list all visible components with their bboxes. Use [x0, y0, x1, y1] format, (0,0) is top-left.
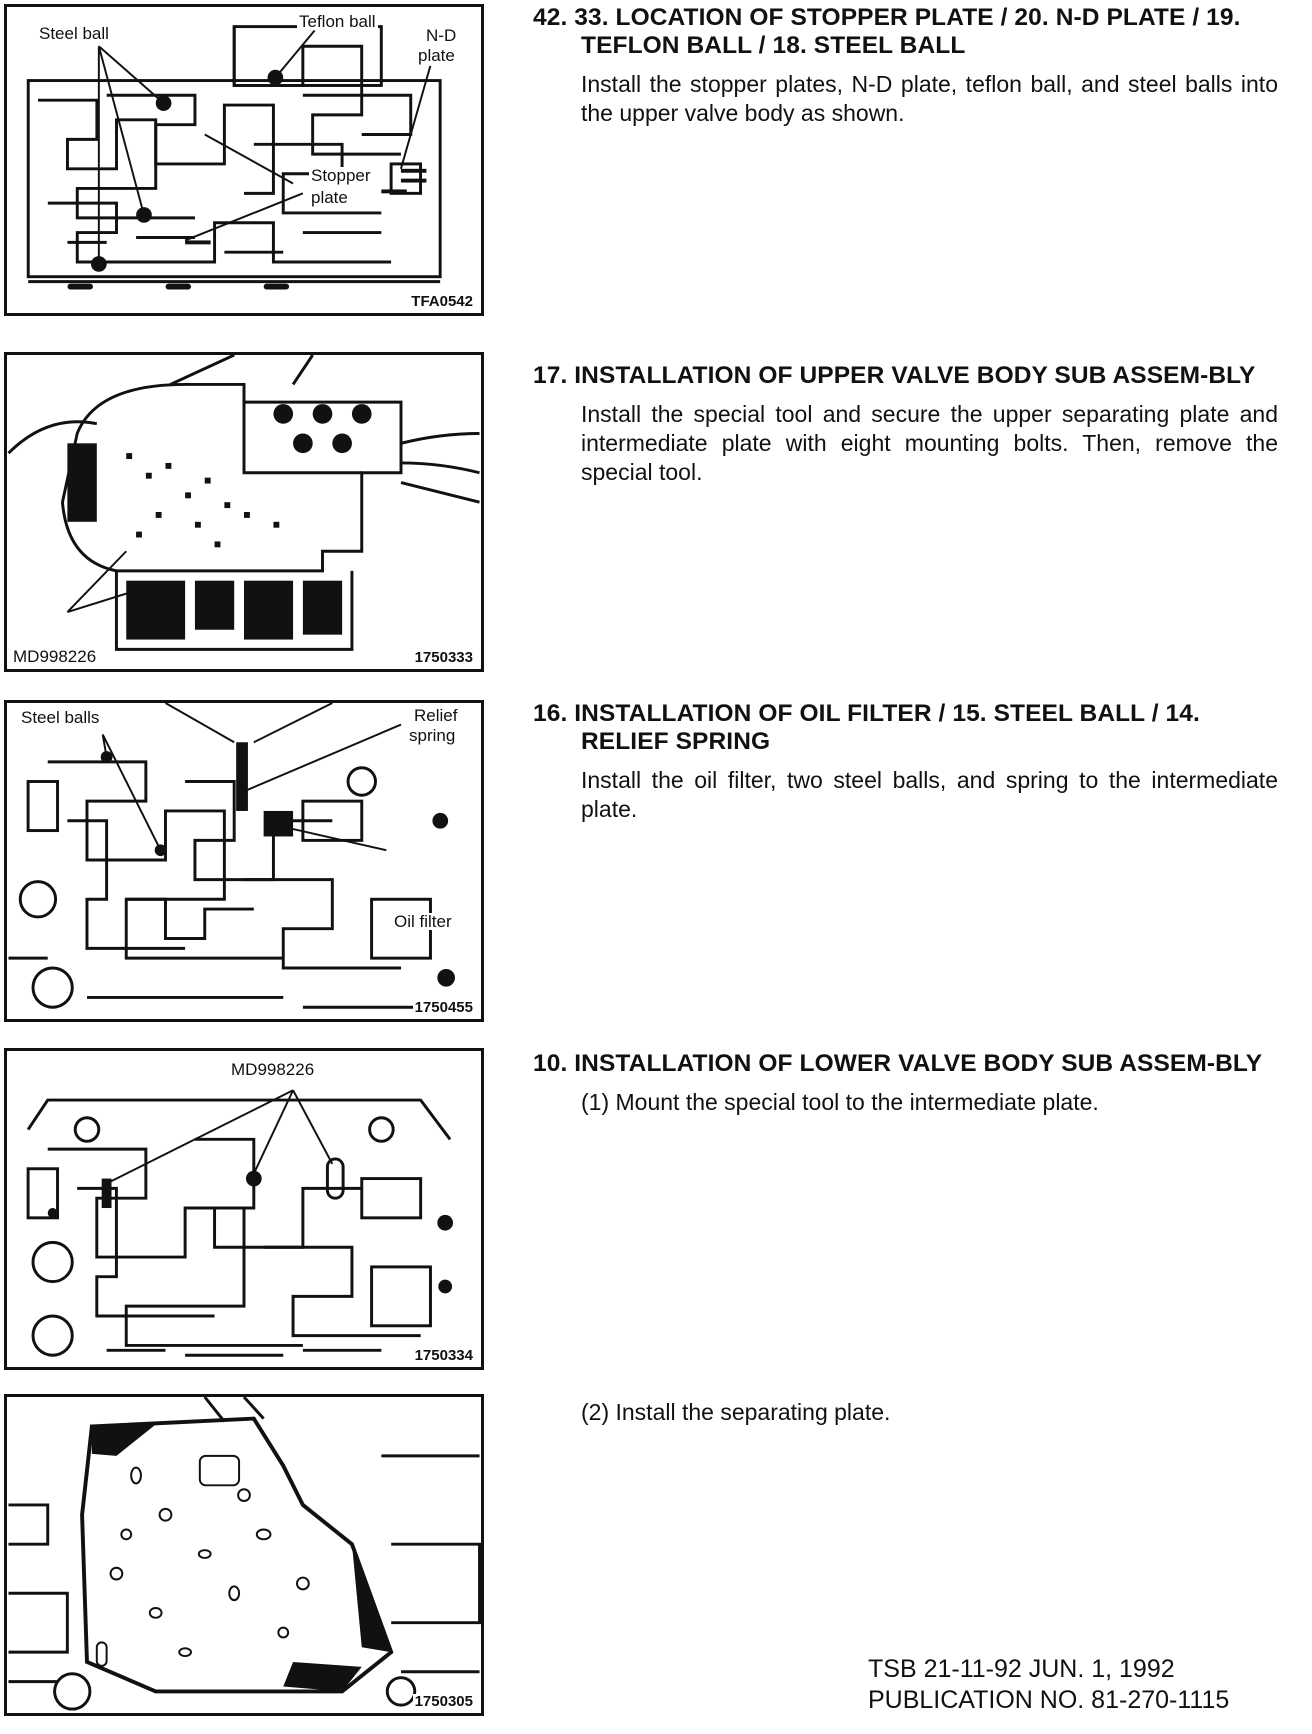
- label-special-tool: MD998226: [13, 647, 97, 666]
- step-body: (2) Install the separating plate.: [581, 1399, 891, 1425]
- step-title: 10. INSTALLATION OF LOWER VALVE BODY SUB ASSEM-BLY: [533, 1050, 1263, 1077]
- figure-lower-valve-body-tool: [4, 1048, 484, 1370]
- step-title: 42. 33. LOCATION OF STOPPER PLATE / 20. N-D PLATE / 19. TEFLON BALL / 18. STEEL BALL: [533, 4, 1241, 59]
- valve-body-illustration: [7, 7, 481, 313]
- label-teflon-ball: Teflon ball: [299, 12, 376, 31]
- figure-code: 1750305: [414, 1693, 473, 1710]
- step-body: Install the stopper plates, N-D plate, teflon ball, and steel balls into the upper valve body as shown.: [581, 71, 1278, 126]
- intermediate-plate-illustration: [7, 703, 481, 1019]
- label-stopper-plate: plate: [311, 188, 348, 207]
- label-steel-balls: Steel balls: [21, 708, 100, 727]
- lower-valve-body-illustration: [7, 1051, 481, 1367]
- step-oil-filter-installation: [533, 700, 1278, 824]
- label-special-tool: MD998226: [231, 1060, 315, 1079]
- figure-oil-filter: [4, 700, 484, 1022]
- publication-footer: [868, 1654, 1288, 1716]
- separating-plate-illustration: [7, 1397, 481, 1713]
- upper-valve-body-illustration: [7, 355, 481, 669]
- step-upper-valve-body-installation: [533, 362, 1278, 487]
- figure-code: 1750333: [414, 649, 473, 666]
- step-stopper-plate-location: [533, 4, 1278, 128]
- figure-code: 1750334: [414, 1347, 473, 1364]
- figure-code: TFA0542: [411, 293, 473, 310]
- figure-separating-plate: [4, 1394, 484, 1716]
- figure-stopper-plate-location: [4, 4, 484, 316]
- step-lower-valve-body-installation: [533, 1050, 1278, 1117]
- step-separating-plate: [533, 1398, 1278, 1427]
- label-relief-spring: spring: [409, 726, 456, 745]
- label-oil-filter: Oil filter: [394, 912, 452, 931]
- step-body: (1) Mount the special tool to the intermediate plate.: [581, 1089, 1099, 1115]
- label-stopper: Stopper: [311, 166, 371, 185]
- figure-upper-valve-body: [4, 352, 484, 672]
- tsb-date-line: TSB 21-11-92 JUN. 1, 1992: [868, 1655, 1175, 1683]
- step-body: Install the oil filter, two steel balls, and spring to the intermediate plate.: [581, 767, 1278, 822]
- step-title: 16. INSTALLATION OF OIL FILTER / 15. STEEL BALL / 14. RELIEF SPRING: [533, 700, 1200, 755]
- step-title: 17. INSTALLATION OF UPPER VALVE BODY SUB ASSEM-BLY: [533, 362, 1256, 389]
- label-relief: Relief: [414, 706, 458, 725]
- step-body: Install the special tool and secure the upper separating plate and intermediate plate with eight mounting bolts. Then, remove the special tool.: [581, 401, 1278, 485]
- publication-number-line: PUBLICATION NO. 81-270-1115: [868, 1686, 1230, 1714]
- label-steel-ball: Steel ball: [39, 24, 109, 43]
- label-nd-plate: plate: [418, 46, 455, 65]
- label-nd: N-D: [426, 26, 457, 45]
- figure-code: 1750455: [414, 999, 473, 1016]
